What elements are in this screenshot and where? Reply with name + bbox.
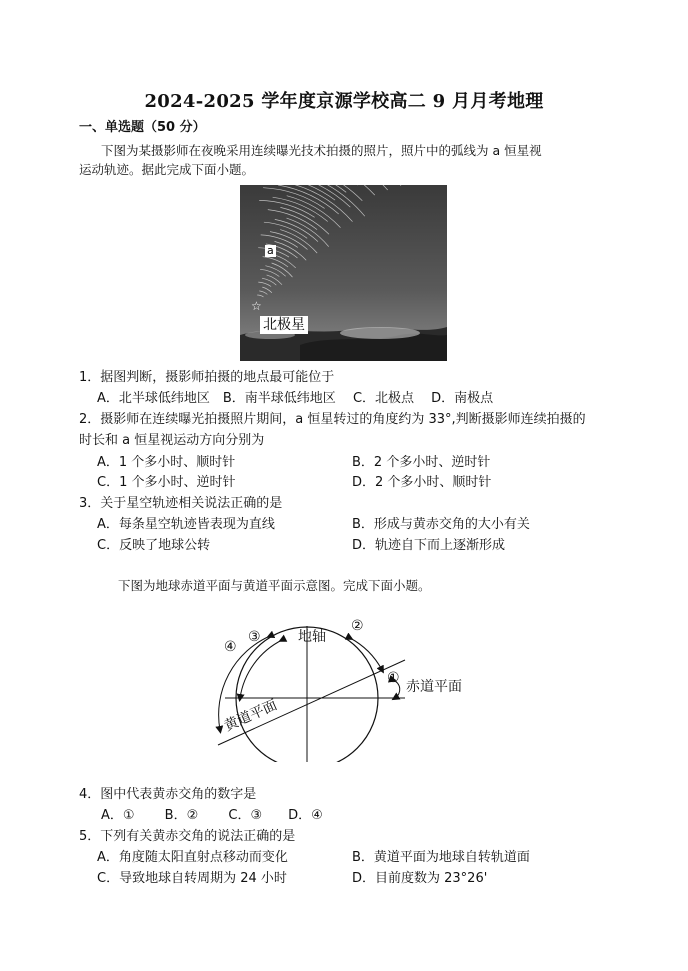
star-trail-image bbox=[240, 185, 447, 361]
group1-intro-line2: 运动轨迹。据此完成下面小题。 bbox=[79, 162, 255, 177]
q2-stem-line1: 2．摄影师在连续曝光拍摄照片期间，a 恒星转过的角度约为 33°,判断摄影师连续拍摄的 bbox=[79, 412, 586, 427]
arc-2 bbox=[350, 638, 382, 670]
q5-option-c: C．导致地球自转周期为 24 小时 bbox=[97, 871, 287, 886]
q5-option-b: B．黄道平面为地球自转轨道面 bbox=[352, 850, 530, 865]
star-trail-photo bbox=[240, 185, 447, 361]
marker-2: ② bbox=[351, 618, 364, 634]
arc-3 bbox=[240, 640, 282, 698]
q1-stem: 1．据图判断，摄影师拍摄的地点最可能位于 bbox=[79, 370, 335, 385]
q3-stem: 3．关于星空轨迹相关说法正确的是 bbox=[79, 496, 283, 511]
label-ecliptic-plane: 黄道平面 bbox=[222, 697, 280, 735]
q2-option-c: C．1 个多小时、逆时针 bbox=[97, 475, 236, 490]
polaris-star-icon: ☆ bbox=[251, 299, 262, 313]
q3-option-c: C．反映了地球公转 bbox=[97, 538, 211, 553]
q3-option-b: B．形成与黄赤交角的大小有关 bbox=[352, 517, 530, 532]
q2-option-b: B．2 个多小时、逆时针 bbox=[352, 455, 491, 470]
earth-plane-diagram bbox=[210, 612, 480, 762]
q3-option-d: D．轨迹自下而上逐渐形成 bbox=[352, 538, 506, 553]
q1-options: A．北半球低纬地区 B．南半球低纬地区 C．北极点 D．南极点 bbox=[97, 391, 494, 406]
q2-option-d: D．2 个多小时、顺时针 bbox=[352, 475, 492, 490]
marker-3: ③ bbox=[248, 629, 261, 645]
section-heading: 一、单选题（50 分） bbox=[79, 120, 206, 135]
photo-label-polaris: 北极星 bbox=[260, 316, 308, 334]
marker-1: ① bbox=[387, 670, 400, 686]
q5-option-d: D．目前度数为 23°26' bbox=[352, 871, 488, 886]
q4-options: A．① B．② C．③ D．④ bbox=[101, 808, 323, 823]
q2-option-a: A．1 个多小时、顺时针 bbox=[97, 455, 236, 470]
q2-stem-line2: 时长和 a 恒星视运动方向分别为 bbox=[79, 433, 265, 448]
group2-intro: 下图为地球赤道平面与黄道平面示意图。完成下面小题。 bbox=[118, 578, 431, 593]
label-equator-plane: 赤道平面 bbox=[406, 679, 462, 695]
group1-intro-line1: 下图为某摄影师在夜晚采用连续曝光技术拍摄的照片，照片中的弧线为 a 恒星视 bbox=[101, 143, 542, 158]
q4-stem: 4．图中代表黄赤交角的数字是 bbox=[79, 787, 257, 802]
marker-4: ④ bbox=[224, 639, 237, 655]
photo-label-a: a bbox=[267, 244, 274, 257]
q3-option-a: A．每条星空轨迹皆表现为直线 bbox=[97, 517, 275, 532]
q5-stem: 5．下列有关黄赤交角的说法正确的是 bbox=[79, 829, 296, 844]
page-title: 2024-2025 学年度京源学校高二 9 月月考地理 bbox=[144, 91, 544, 112]
q5-option-a: A．角度随太阳直射点移动而变化 bbox=[97, 850, 288, 865]
label-earth-axis: 地轴 bbox=[298, 629, 326, 645]
ecliptic-plane-line bbox=[218, 660, 405, 745]
